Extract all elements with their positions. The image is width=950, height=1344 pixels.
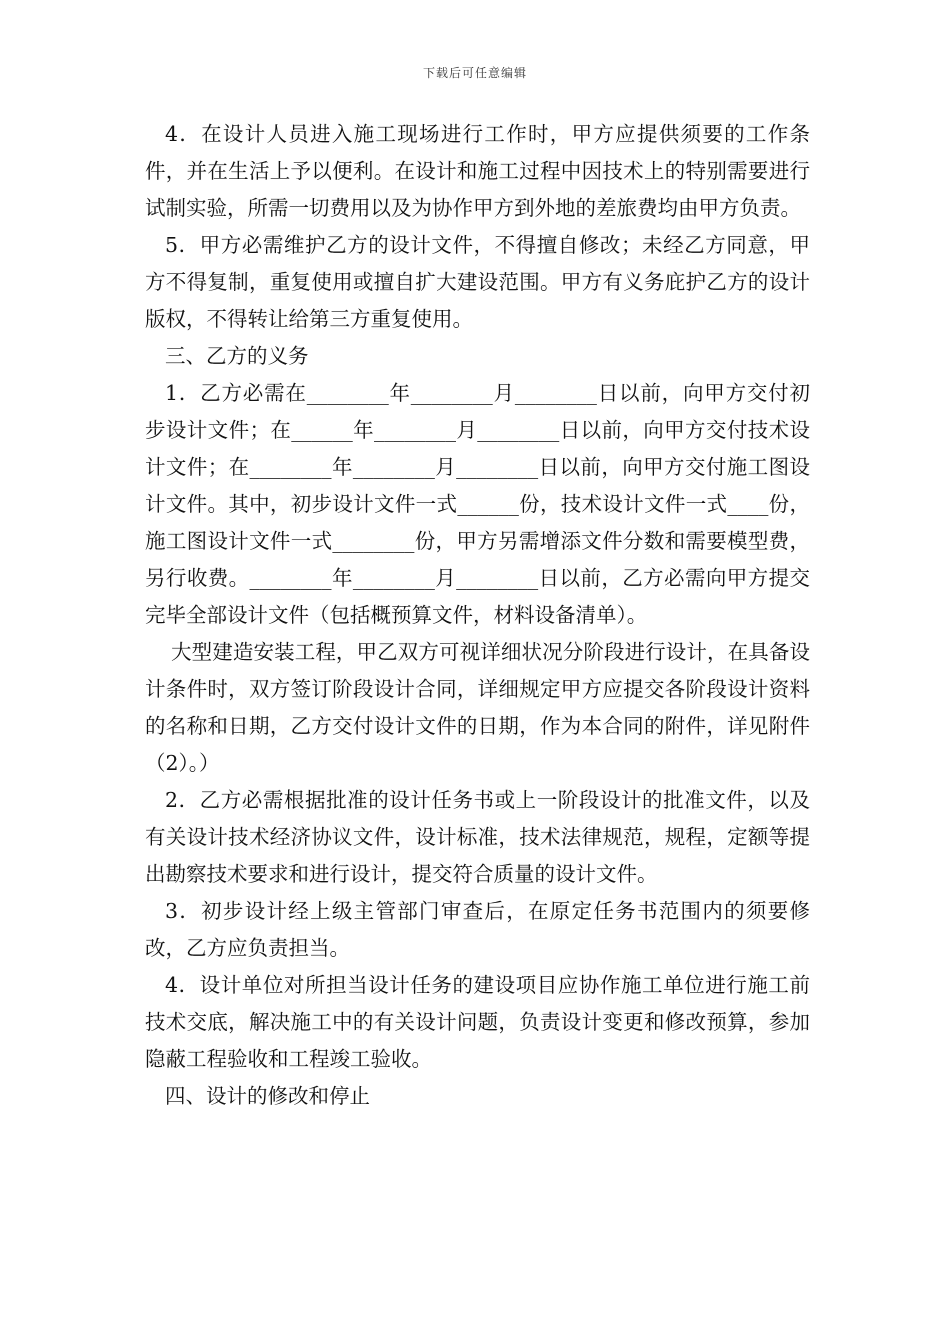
party-b-clause-2-paragraph: 2．乙方必需根据批准的设计任务书或上一阶段设计的批准文件，以及有关设计技术经济协议文件，设计标准，技术法律规范，规程，定额等提出勘察技术要求和进行设计，提交符合质量的设计文件。	[145, 788, 810, 886]
section-heading-party-b-obligations: 三、乙方的义务	[165, 344, 309, 368]
clause-5-paragraph: 5．甲方必需维护乙方的设计文件，不得擅自修改；未经乙方同意，甲方不得复制，重复使用或擅自扩大建设范围。甲方有义务庇护乙方的设计版权，不得转让给第三方重复使用。	[145, 233, 810, 331]
large-project-note-paragraph: 大型建造安装工程，甲乙双方可视详细状况分阶段进行设计，在具备设计条件时，双方签订阶段设计合同，详细规定甲方应提交各阶段设计资料的名称和日期，乙方交付设计文件的日期，作为本合同的附件，详见附件（2）。）	[145, 640, 810, 775]
document-body	[145, 116, 810, 1115]
clause-4-paragraph: 4．在设计人员进入施工现场进行工作时，甲方应提供须要的工作条件，并在生活上予以便利。在设计和施工过程中因技术上的特别需要进行试制实验，所需一切费用以及为协作甲方到外地的差旅费均由甲方负责。	[145, 122, 810, 220]
section-heading-design-changes: 四、设计的修改和停止	[165, 1084, 370, 1108]
party-b-clause-3-paragraph: 3．初步设计经上级主管部门审查后，在原定任务书范围内的须要修改，乙方应负责担当。	[145, 899, 810, 960]
party-b-clause-1-paragraph: 1．乙方必需在________年________月________日以前，向甲方交付初步设计文件；在______年________月________日以前，向甲方交付技术设计文件；在________年________月________日以前，向甲方交付施工图设计文件。其中，初步设计文件一式______份，技术设计文件一式____份，施工图设计文件一式________份，甲方另需增添文件分数和需要模型费，另行收费。________年________月________日以前，乙方必需向甲方提交完毕全部设计文件（包括概预算文件，材料设备清单）。	[145, 381, 810, 627]
page-header: 下载后可任意编辑	[422, 66, 527, 80]
party-b-clause-4-paragraph: 4．设计单位对所担当设计任务的建设项目应协作施工单位进行施工前技术交底，解决施工中的有关设计问题，负责设计变更和修改预算，参加隐蔽工程验收和工程竣工验收。	[145, 973, 810, 1071]
